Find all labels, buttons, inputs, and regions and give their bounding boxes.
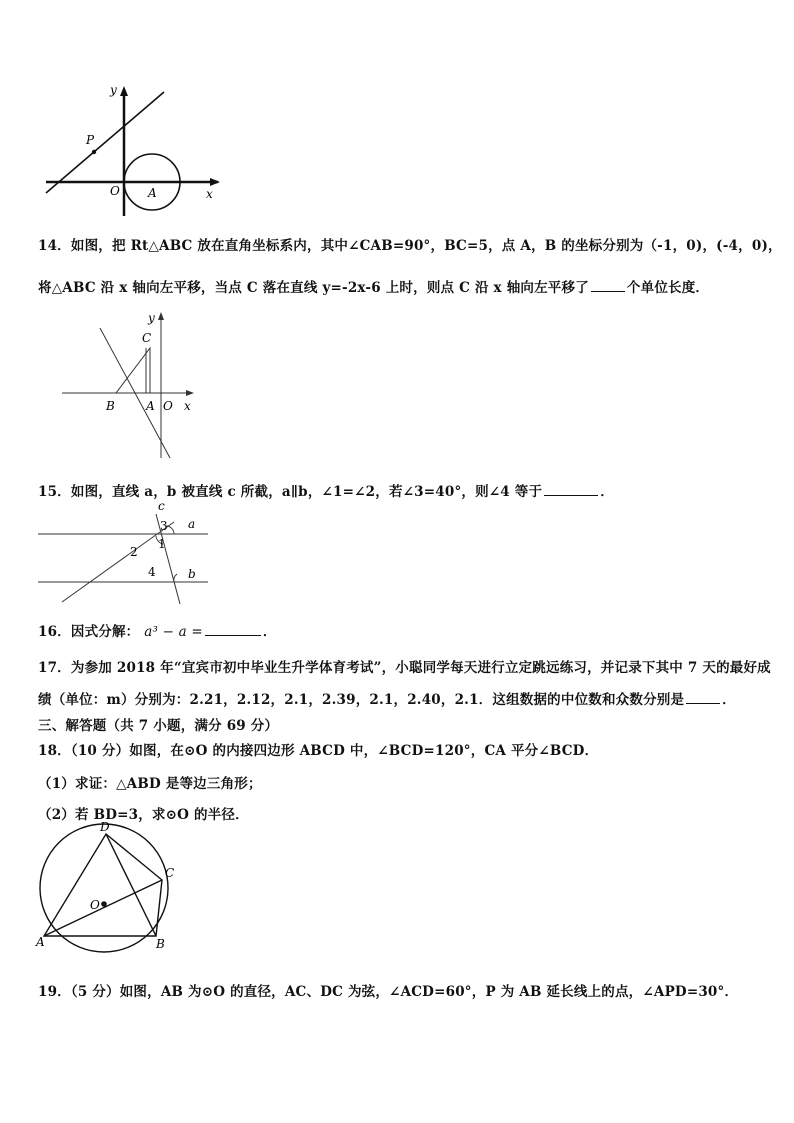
q14-line2-tail: 个单位长度． <box>626 280 710 296</box>
label-a: A <box>148 186 157 200</box>
label-x: x <box>184 399 191 413</box>
label-4: 4 <box>148 565 156 579</box>
q17-answer-blank[interactable] <box>686 691 720 704</box>
label-1: 1 <box>158 537 166 551</box>
q17-line2 <box>38 688 736 708</box>
q15-answer-blank[interactable] <box>544 483 598 496</box>
label-a: a <box>188 517 196 531</box>
point-p <box>92 150 96 154</box>
quad-abcd <box>44 834 162 936</box>
label-c: C <box>142 331 152 345</box>
tangent-line <box>46 92 164 193</box>
label-a: A <box>36 935 45 949</box>
q17-line1: 17．为参加 2018 年“宜宾市初中毕业生升学体育考试”，小聪同学每天进行立定跳远练习，并记录下其中 7 天的最好成 <box>38 660 771 676</box>
label-a: A <box>146 399 155 413</box>
y-arrow-icon <box>158 312 164 320</box>
q14-line1: 14．如图，把 Rt△ABC 放在直角坐标系内，其中∠CAB=90°，BC=5，点 A，B 的坐标分别为（-1，0)，(-4，0)， <box>38 238 782 254</box>
y-arrow-icon <box>120 86 128 96</box>
label-2: 2 <box>130 545 138 559</box>
label-x: x <box>206 187 213 201</box>
figure-q18 <box>34 820 184 955</box>
label-b: B <box>156 937 165 951</box>
label-y: y <box>148 311 155 325</box>
label-p: P <box>86 133 95 147</box>
q18-part1: （1）求证：△ABD 是等边三角形； <box>38 776 262 792</box>
label-o: O <box>110 184 120 198</box>
label-o: O <box>90 898 100 912</box>
q16-expression: a³ − a = <box>144 624 203 640</box>
label-c: C <box>165 866 175 880</box>
figure-q15 <box>36 498 216 608</box>
label-y: y <box>110 83 117 97</box>
q15-text: 15．如图，直线 a，b 被直线 c 所截，a∥b，∠1=∠2，若∠3=40°，则∠4 等于 <box>38 484 543 500</box>
q17-line2-text: 绩（单位：m）分别为：2.21，2.12，2.1，2.39，2.1，2.40，2.1．这组数据的中位数和众数分别是 <box>38 692 685 708</box>
label-c: c <box>158 499 165 513</box>
label-b: b <box>188 567 196 581</box>
label-d: D <box>100 820 110 834</box>
q16-answer-blank[interactable] <box>205 623 261 636</box>
q14-line2-text: 将△ABC 沿 x 轴向左平移，当点 C 落在直线 y=-2x-6 上时，则点 C 沿 x 轴向左平移了 <box>38 280 589 296</box>
q18-part2: （2）若 BD=3，求⊙O 的半径． <box>38 807 249 823</box>
q16-tail: ． <box>262 624 277 640</box>
figure-q13 <box>38 78 228 223</box>
q16-line <box>38 620 277 640</box>
triangle-abc <box>116 348 150 393</box>
section-heading: 三、解答题（共 7 小题，满分 69 分） <box>38 718 279 734</box>
center-dot <box>101 901 107 907</box>
diagonal-bd <box>106 834 156 936</box>
q14-answer-blank[interactable] <box>591 279 625 292</box>
circle-o <box>40 824 168 952</box>
q15-tail: ． <box>600 484 614 500</box>
q14-line2 <box>38 276 709 296</box>
q17-tail: ． <box>722 692 736 708</box>
q16-text: 16．因式分解： <box>38 624 140 640</box>
q15-line <box>38 480 614 500</box>
q19-stem: 19．（5 分）如图，AB 为⊙O 的直径，AC、DC 为弦，∠ACD=60°，P 为 AB 延长线上的点，∠APD=30°． <box>38 984 739 1000</box>
label-o: O <box>163 399 173 413</box>
label-3: 3 <box>160 519 168 533</box>
figure-q14 <box>62 310 202 460</box>
x-arrow-icon <box>210 178 220 186</box>
label-b: B <box>106 399 115 413</box>
x-arrow-icon <box>186 390 194 396</box>
q18-stem: 18．（10 分）如图，在⊙O 的内接四边形 ABCD 中，∠BCD=120°，CA 平分∠BCD． <box>38 743 599 759</box>
